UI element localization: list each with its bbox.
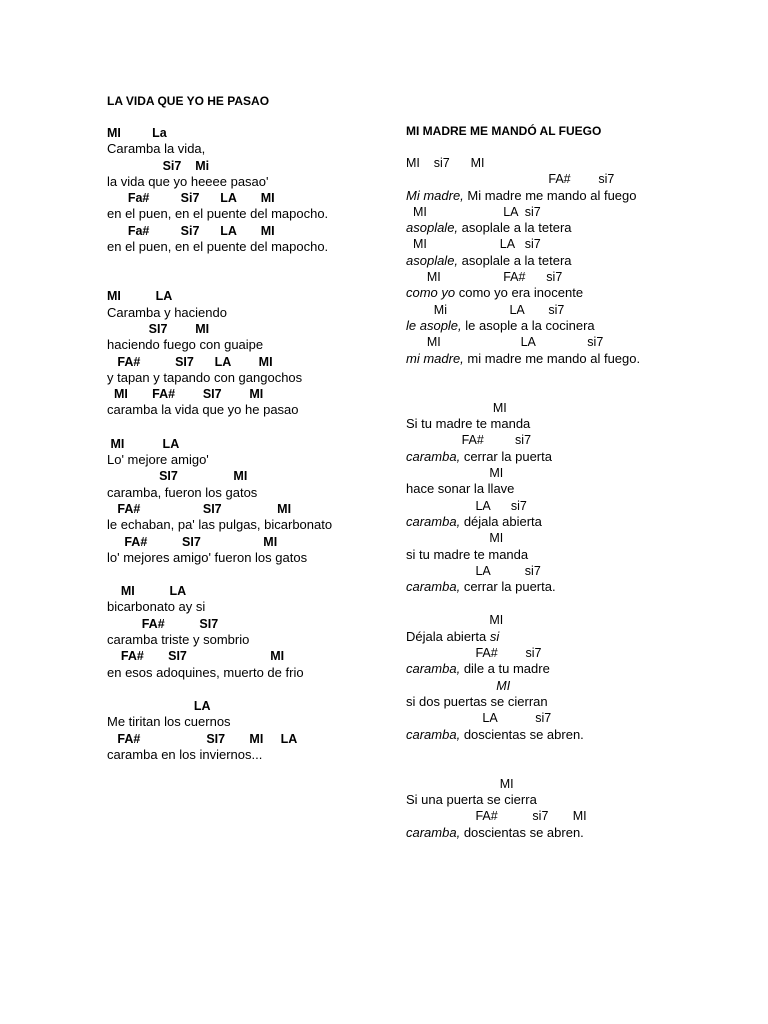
chord-line: LA si7 (406, 498, 527, 513)
chord-line: MI LA (107, 436, 180, 451)
lyric-text: caramba en los inviernos... (107, 746, 263, 762)
lyric-line (406, 351, 706, 367)
lyric-line (406, 629, 706, 645)
lyric-text: le asople a la cocinera (461, 317, 595, 333)
chord-line: FA# si7 (406, 172, 615, 187)
chord-line: MI LA si7 (406, 204, 541, 219)
lyric-line (406, 727, 706, 743)
lyric-text: caramba la vida que yo he pasao (107, 402, 299, 418)
lyric-line (406, 694, 706, 710)
chord-line: MI (406, 531, 504, 546)
lyric-italic-lead: asoplale, (406, 220, 459, 236)
chord-line: MI (406, 400, 507, 415)
lyric-line (107, 714, 397, 730)
lyric-text: como yo era inocente (455, 285, 584, 301)
chord-line: MI si7 MI (406, 156, 485, 170)
stanza-gap (107, 255, 397, 288)
chord-line: FA# si7 MI (406, 809, 587, 824)
lyric-italic-lead: caramba, (406, 513, 461, 529)
chord-line: MI FA# SI7 MI (107, 387, 264, 402)
lyric-line (107, 485, 397, 501)
chord-line: FA# SI7 MI LA (107, 731, 298, 746)
lyric-italic-lead: caramba, (406, 824, 461, 840)
lyric-text: cerrar la puerta (460, 448, 552, 464)
song-body (107, 109, 397, 763)
lyric-text: caramba triste y sombrio (107, 632, 250, 648)
chord-line: Si7 Mi (107, 158, 210, 173)
lyric-text: caramba, fueron los gatos (107, 484, 258, 500)
lyric-line (406, 253, 706, 269)
lyric-text: doscientas se abren. (460, 726, 584, 742)
lyric-line (406, 547, 706, 563)
chord-line: FA# si7 (406, 646, 542, 661)
chord-line: MI LA (107, 289, 173, 304)
lyric-line (107, 452, 397, 468)
chord-line: LA si7 (406, 711, 552, 726)
chord-line: MI (406, 613, 504, 628)
lyric-italic-tail: si (486, 628, 500, 644)
lyric-text: la vida que yo heeee pasao' (107, 173, 269, 189)
chord-line: FA# SI7 MI (107, 649, 285, 664)
lyric-line (406, 449, 706, 465)
stanza-gap (406, 743, 706, 776)
chord-line: LA (107, 698, 211, 713)
stanza-gap (406, 595, 706, 612)
lyric-italic-lead: como yo (406, 285, 456, 301)
lyric-italic-lead: caramba, (406, 726, 461, 742)
stanza-gap (107, 566, 397, 583)
chord-line: LA si7 (406, 563, 541, 578)
stanza-gap (107, 419, 397, 436)
lyric-line (107, 206, 397, 222)
lyric-line (107, 747, 397, 763)
lyric-text: déjala abierta (460, 513, 542, 529)
lyric-line (107, 632, 397, 648)
song-left-column (107, 93, 397, 763)
chord-line: FA# si7 (406, 433, 532, 448)
lyric-line (107, 305, 397, 321)
stanza-gap (406, 139, 706, 155)
lyric-text: le echaban, pa' las pulgas, bicarbonato (107, 517, 333, 533)
chord-line: SI7 MI (107, 469, 248, 484)
lyric-text: Mi madre me mando al fuego (463, 187, 637, 203)
chord-line: MI FA# si7 (406, 270, 563, 285)
lyric-line (406, 416, 706, 432)
lyric-text: hace sonar la llave (406, 481, 515, 497)
lyric-line (406, 825, 706, 841)
lyric-line (107, 550, 397, 566)
stanza-gap (107, 681, 397, 698)
lyric-text: dile a tu madre (460, 661, 550, 677)
lyric-text: asoplale a la tetera (458, 252, 572, 268)
lyric-line (406, 514, 706, 530)
chord-line: MI (406, 466, 504, 481)
lyric-line (406, 481, 706, 497)
lyric-line (406, 661, 706, 677)
lyric-line (406, 285, 706, 301)
lyric-italic-lead: caramba, (406, 579, 461, 595)
lyric-line (107, 337, 397, 353)
lyric-italic-lead: le asople, (406, 317, 462, 333)
chord-line: Mi LA si7 (406, 302, 565, 317)
chord-line: SI7 MI (107, 321, 210, 336)
lyric-text: Caramba y haciendo (107, 304, 227, 320)
lyric-text: y tapan y tapando con gangochos (107, 369, 303, 385)
song-body (406, 139, 706, 841)
lyric-line (107, 239, 397, 255)
lyric-text: en el puen, en el puente del mapocho. (107, 239, 329, 255)
chord-line: MI LA si7 (406, 335, 604, 350)
lyric-line (406, 792, 706, 808)
lyric-italic-lead: caramba, (406, 661, 461, 677)
chord-line: FA# SI7 LA MI (107, 354, 273, 369)
lyric-line (107, 370, 397, 386)
lyric-text: si dos puertas se cierran (406, 693, 548, 709)
lyric-text: bicarbonato ay si (107, 599, 206, 615)
song-right-column (406, 123, 706, 841)
lyric-line (107, 141, 397, 157)
chord-line: MI LA (107, 584, 187, 599)
lyric-text: Me tiritan los cuernos (107, 714, 231, 730)
lyric-text: en esos adoquines, muerto de frio (107, 664, 304, 680)
lyric-italic-lead: asoplale, (406, 252, 459, 268)
chord-line: MI LA si7 (406, 237, 541, 252)
lyric-line (406, 220, 706, 236)
lyric-text: Lo' mejore amigo' (107, 452, 209, 468)
lyric-line (406, 188, 706, 204)
lyric-line (107, 517, 397, 533)
chord-line: MI La (107, 126, 167, 140)
lyric-text: si tu madre te manda (406, 546, 529, 562)
lyric-text: Déjala abierta (406, 628, 487, 644)
song-title: LA VIDA QUE YO HE PASAO (107, 94, 270, 108)
stanza-gap (406, 367, 706, 400)
lyric-italic-lead: mi madre, (406, 350, 464, 366)
chord-line: FA# SI7 (107, 616, 219, 631)
lyric-italic-lead: Mi madre, (406, 187, 464, 203)
lyric-line (107, 665, 397, 681)
lyric-text: lo' mejores amigo' fueron los gatos (107, 549, 308, 565)
chord-line: Fa# Si7 LA MI (107, 191, 275, 206)
lyric-text: Caramba la vida, (107, 141, 206, 157)
song-title: MI MADRE ME MANDÓ AL FUEGO (406, 124, 602, 138)
lyric-text: en el puen, en el puente del mapocho. (107, 206, 329, 222)
lyric-text: doscientas se abren. (460, 824, 584, 840)
lyric-line (107, 174, 397, 190)
chord-line: FA# SI7 MI (107, 534, 278, 549)
chord-line: MI (406, 776, 514, 791)
lyric-text: asoplale a la tetera (458, 220, 572, 236)
stanza-gap (107, 109, 397, 125)
lyric-text: Si una puerta se cierra (406, 792, 537, 808)
lyric-italic-lead: caramba, (406, 448, 461, 464)
lyric-text: haciendo fuego con guaipe (107, 337, 264, 353)
chord-line: MI (406, 678, 511, 693)
lyric-line (107, 599, 397, 615)
lyric-line (406, 318, 706, 334)
lyric-text: mi madre me mando al fuego. (463, 350, 641, 366)
lyric-text: Si tu madre te manda (406, 416, 531, 432)
lyric-line (406, 579, 706, 595)
lyric-text: cerrar la puerta. (460, 579, 556, 595)
lyric-line (107, 402, 397, 418)
chord-line: Fa# Si7 LA MI (107, 223, 275, 238)
chord-line: FA# SI7 MI (107, 501, 292, 516)
